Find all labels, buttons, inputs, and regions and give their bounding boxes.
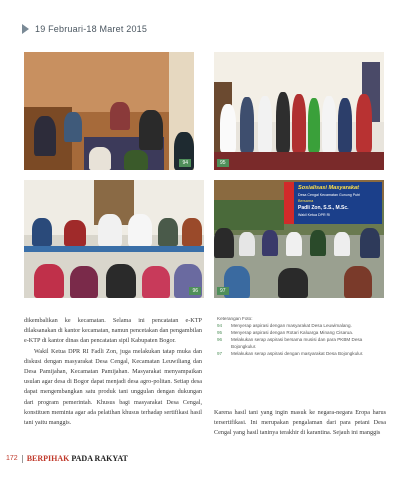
banner-line-5: Wakil Ketua DPR RI (298, 213, 331, 217)
caption-number: 96 (217, 337, 223, 342)
caption-text: Menyerap aspirasi dengan masyarakat Desa Leuwimalang. (231, 323, 352, 328)
caption-title: Keterangan Foto: (217, 316, 253, 321)
caption-item (217, 329, 387, 336)
paragraph: Karena hasil tani yang ingin masuk ke negara-negara Eropa harus tersertifikasi. Ini merupakan pengalaman dari para petani Desa Cengal yang hasil taninya terakhir di karantina. Sejauh ini manggis (214, 409, 386, 437)
banner-line-2: Desa Cengal Kecamatan Gunung Putri (298, 193, 361, 197)
left-column-text (24, 316, 202, 428)
publication-title (27, 454, 128, 463)
caption-text: Melakukan serap aspirasi bersama musisi dan para PKBM Desa Bojongkulur. (231, 337, 363, 349)
photo-95 (214, 52, 384, 170)
caption-number: 95 (217, 330, 223, 335)
photo-94 (24, 52, 194, 170)
caption-item (217, 336, 387, 350)
caption-item (217, 322, 387, 329)
footer-divider (22, 455, 23, 463)
header-arrow-icon (22, 24, 29, 34)
photo-97 (214, 180, 384, 298)
paragraph: Wakil Ketua DPR RI Fadli Zon, juga melakukan tatap muka dan diskusi dengan masyarakat Desa Cengal, Kecamatan Leuwiliang dan Desa Pamijahan, Kecamatan Pamijahan. Masyarakat menyampaikan usulan agar desa di Bogor dapat menjadi desa agro-politan. Setiap desa dapat mengembangkan satu produk tani unggulan dengan dukungan dari program pemerintah. Khusus bagi masyarakat Desa Cengal, konstituen meminta agar ada pelatihan khusus terhadap sertifikasi hasil tani yaitu manggis. (24, 347, 202, 427)
publication-title-part-1: BERPIHAK (26, 454, 70, 463)
page-footer (6, 454, 128, 463)
right-column-text (214, 408, 386, 439)
caption-number: 97 (217, 351, 223, 356)
caption-text: Menyerap aspirasi dengan Rotari Kaluarga Minang Cisarua. (231, 330, 354, 335)
photo-96-label: 96 (189, 287, 201, 295)
banner-line-3: Bersama (298, 199, 314, 203)
photo-94-label: 94 (179, 159, 191, 167)
photo-96 (24, 180, 204, 298)
photo-95-label: 95 (217, 159, 229, 167)
publication-title-part-2: PADA RAKYAT (71, 454, 128, 463)
photo-captions (217, 315, 387, 357)
page-header (22, 24, 147, 34)
caption-text: Melakukan serap aspirasi dengan masyarakat Desa Bojongkulur. (231, 351, 364, 356)
paragraph: dikembalikan ke kecamatan. Selama ini pencatatan e-KTP dilaksanakan di kantor kecamatan, namun pencetakan dan pengambilan e-KTP di kantor dinas dan pencatatan sipil Kabupaten Bogor. (24, 317, 202, 345)
photo-97-label: 97 (217, 287, 229, 295)
caption-item (217, 350, 387, 357)
header-date: 19 Februari-18 Maret 2015 (35, 24, 148, 34)
page-number: 172 (6, 455, 18, 462)
banner-line-4: Padli Zon, S.S., M.Sc. (298, 205, 349, 211)
caption-number: 94 (217, 323, 223, 328)
banner-line-1: Sosialisasi Masyarakat (298, 185, 359, 191)
event-banner (284, 182, 382, 224)
